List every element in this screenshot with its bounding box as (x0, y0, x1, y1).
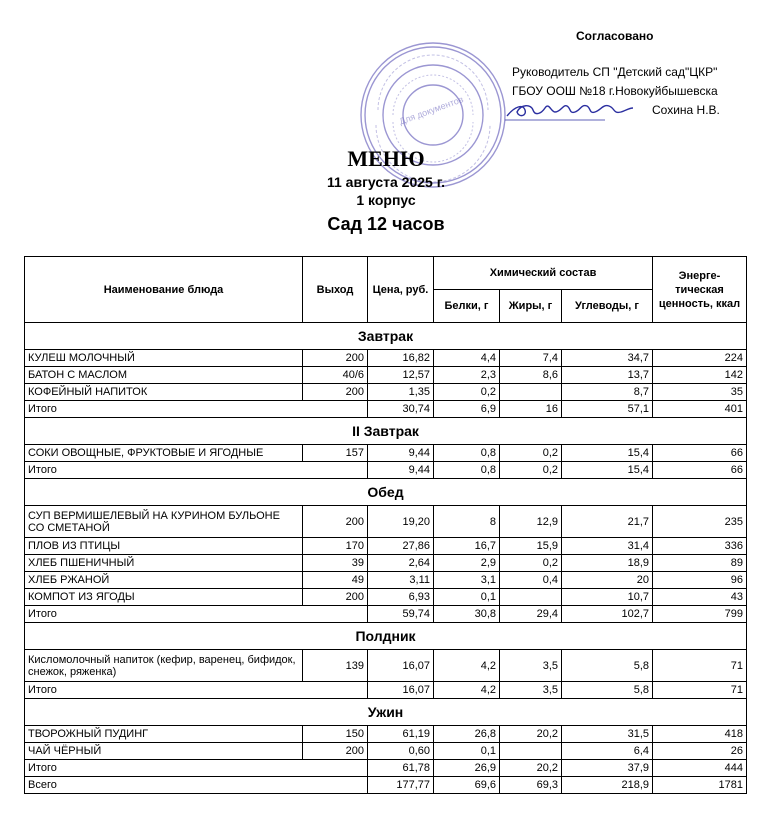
cell-price: 0,60 (368, 743, 434, 760)
approval-line-1: Руководитель СП "Детский сад"ЦКР" (512, 65, 718, 79)
subtotal-label: Итого (25, 760, 368, 777)
dish-name: БАТОН С МАСЛОМ (25, 367, 303, 384)
subtotal-carbs: 5,8 (562, 682, 653, 699)
subtotal-energy: 401 (653, 401, 747, 418)
cell-fat: 0,4 (500, 572, 562, 589)
cell-price: 27,86 (368, 538, 434, 555)
subtotal-fat: 0,2 (500, 462, 562, 479)
cell-energy: 235 (653, 506, 747, 538)
section-title: Полдник (25, 623, 747, 650)
approval-line-2: ГБОУ ООШ №18 г.Новокуйбышевска (512, 84, 718, 98)
subtotal-label: Итого (25, 682, 368, 699)
menu-group: Сад 12 часов (327, 214, 445, 234)
section-row (25, 699, 747, 726)
cell-protein: 8 (434, 506, 500, 538)
cell-price: 2,64 (368, 555, 434, 572)
col-energy-header: Энерге-тическая ценность, ккал (653, 257, 747, 323)
col-carbs-header: Углеводы, г (562, 290, 653, 323)
cell-carbs: 5,8 (562, 650, 653, 682)
cell-fat: 3,5 (500, 650, 562, 682)
menu-building: 1 корпус (356, 192, 416, 208)
table-row (25, 726, 747, 743)
col-protein-header: Белки, г (434, 290, 500, 323)
cell-protein: 0,2 (434, 384, 500, 401)
cell-energy: 35 (653, 384, 747, 401)
table-row (25, 506, 747, 538)
menu-table (24, 256, 747, 794)
subtotal-label: Итого (25, 401, 368, 418)
table-row (25, 572, 747, 589)
cell-protein: 16,7 (434, 538, 500, 555)
cell-energy: 71 (653, 650, 747, 682)
dish-name: ПЛОВ ИЗ ПТИЦЫ (25, 538, 303, 555)
col-price-header: Цена, руб. (368, 257, 434, 323)
dish-name: Кисломолочный напиток (кефир, варенец, бифидок, снежок, ряженка) (25, 650, 303, 682)
cell-price: 6,93 (368, 589, 434, 606)
cell-carbs: 34,7 (562, 350, 653, 367)
cell-price: 19,20 (368, 506, 434, 538)
cell-output: 150 (303, 726, 368, 743)
table-row (25, 445, 747, 462)
cell-fat (500, 743, 562, 760)
subtotal-row (25, 401, 747, 418)
cell-price: 1,35 (368, 384, 434, 401)
grand-total-price: 177,77 (368, 777, 434, 794)
subtotal-energy: 444 (653, 760, 747, 777)
cell-carbs: 21,7 (562, 506, 653, 538)
subtotal-price: 30,74 (368, 401, 434, 418)
subtotal-energy: 66 (653, 462, 747, 479)
cell-protein: 2,3 (434, 367, 500, 384)
dish-name: КУЛЕШ МОЛОЧНЫЙ (25, 350, 303, 367)
subtotal-carbs: 102,7 (562, 606, 653, 623)
menu-date: 11 августа 2025 г. (326, 174, 446, 190)
subtotal-price: 9,44 (368, 462, 434, 479)
section-title: Ужин (25, 699, 747, 726)
section-title: Завтрак (25, 323, 747, 350)
col-chem-header: Химический состав (434, 257, 653, 290)
cell-fat: 15,9 (500, 538, 562, 555)
cell-output: 200 (303, 589, 368, 606)
table-row (25, 367, 747, 384)
subtotal-row (25, 462, 747, 479)
cell-price: 3,11 (368, 572, 434, 589)
cell-protein: 0,1 (434, 743, 500, 760)
dish-name: СУП ВЕРМИШЕЛЕВЫЙ НА КУРИНОМ БУЛЬОНЕ СО СМЕТАНОЙ (25, 506, 303, 538)
section-row (25, 623, 747, 650)
cell-price: 61,19 (368, 726, 434, 743)
cell-price: 12,57 (368, 367, 434, 384)
cell-carbs: 6,4 (562, 743, 653, 760)
col-dish-header: Наименование блюда (25, 257, 303, 323)
subtotal-energy: 71 (653, 682, 747, 699)
cell-protein: 0,8 (434, 445, 500, 462)
dish-name: КОМПОТ ИЗ ЯГОДЫ (25, 589, 303, 606)
approval-heading: Согласовано (576, 29, 654, 43)
subtotal-fat: 20,2 (500, 760, 562, 777)
cell-carbs: 13,7 (562, 367, 653, 384)
cell-fat: 20,2 (500, 726, 562, 743)
section-title: II Завтрак (25, 418, 747, 445)
grand-total-energy: 1781 (653, 777, 747, 794)
subtotal-label: Итого (25, 462, 368, 479)
cell-protein: 26,8 (434, 726, 500, 743)
subtotal-fat: 29,4 (500, 606, 562, 623)
subtotal-label: Итого (25, 606, 368, 623)
grand-total-label: Всего (25, 777, 368, 794)
subtotal-price: 16,07 (368, 682, 434, 699)
table-row (25, 538, 747, 555)
cell-protein: 3,1 (434, 572, 500, 589)
cell-protein: 2,9 (434, 555, 500, 572)
cell-energy: 418 (653, 726, 747, 743)
cell-fat: 12,9 (500, 506, 562, 538)
grand-total-fat: 69,3 (500, 777, 562, 794)
table-row (25, 384, 747, 401)
cell-output: 40/6 (303, 367, 368, 384)
cell-protein: 4,2 (434, 650, 500, 682)
subtotal-fat: 3,5 (500, 682, 562, 699)
section-row (25, 418, 747, 445)
stamp-center-text: Для документов (397, 94, 465, 127)
cell-energy: 26 (653, 743, 747, 760)
table-row (25, 650, 747, 682)
cell-energy: 142 (653, 367, 747, 384)
table-row (25, 350, 747, 367)
subtotal-protein: 0,8 (434, 462, 500, 479)
dish-name: ЧАЙ ЧЁРНЫЙ (25, 743, 303, 760)
grand-total-row (25, 777, 747, 794)
cell-price: 16,07 (368, 650, 434, 682)
subtotal-row (25, 682, 747, 699)
cell-carbs: 31,5 (562, 726, 653, 743)
cell-energy: 89 (653, 555, 747, 572)
menu-body (25, 323, 747, 794)
subtotal-price: 59,74 (368, 606, 434, 623)
cell-fat: 7,4 (500, 350, 562, 367)
section-row (25, 323, 747, 350)
cell-carbs: 18,9 (562, 555, 653, 572)
cell-carbs: 31,4 (562, 538, 653, 555)
cell-output: 170 (303, 538, 368, 555)
subtotal-fat: 16 (500, 401, 562, 418)
table-row (25, 743, 747, 760)
subtotal-protein: 6,9 (434, 401, 500, 418)
cell-carbs: 10,7 (562, 589, 653, 606)
subtotal-price: 61,78 (368, 760, 434, 777)
subtotal-protein: 26,9 (434, 760, 500, 777)
cell-output: 200 (303, 350, 368, 367)
dish-name: ХЛЕБ РЖАНОЙ (25, 572, 303, 589)
col-output-header: Выход (303, 257, 368, 323)
approval-signatory: Сохина Н.В. (652, 103, 720, 117)
cell-fat: 0,2 (500, 445, 562, 462)
table-row (25, 589, 747, 606)
cell-fat: 8,6 (500, 367, 562, 384)
cell-energy: 43 (653, 589, 747, 606)
cell-energy: 224 (653, 350, 747, 367)
cell-output: 200 (303, 506, 368, 538)
cell-fat: 0,2 (500, 555, 562, 572)
cell-carbs: 15,4 (562, 445, 653, 462)
cell-energy: 66 (653, 445, 747, 462)
subtotal-row (25, 760, 747, 777)
table-row (25, 555, 747, 572)
grand-total-carbs: 218,9 (562, 777, 653, 794)
dish-name: ХЛЕБ ПШЕНИЧНЫЙ (25, 555, 303, 572)
cell-output: 39 (303, 555, 368, 572)
cell-fat (500, 384, 562, 401)
cell-price: 9,44 (368, 445, 434, 462)
dish-name: ТВОРОЖНЫЙ ПУДИНГ (25, 726, 303, 743)
subtotal-energy: 799 (653, 606, 747, 623)
dish-name: КОФЕЙНЫЙ НАПИТОК (25, 384, 303, 401)
cell-output: 200 (303, 384, 368, 401)
section-title: Обед (25, 479, 747, 506)
cell-protein: 0,1 (434, 589, 500, 606)
cell-protein: 4,4 (434, 350, 500, 367)
subtotal-row (25, 606, 747, 623)
subtotal-protein: 30,8 (434, 606, 500, 623)
col-fat-header: Жиры, г (500, 290, 562, 323)
cell-output: 139 (303, 650, 368, 682)
cell-carbs: 8,7 (562, 384, 653, 401)
cell-output: 49 (303, 572, 368, 589)
page-title: МЕНЮ (347, 146, 425, 171)
grand-total-protein: 69,6 (434, 777, 500, 794)
cell-energy: 96 (653, 572, 747, 589)
subtotal-carbs: 57,1 (562, 401, 653, 418)
cell-output: 157 (303, 445, 368, 462)
subtotal-carbs: 37,9 (562, 760, 653, 777)
cell-fat (500, 589, 562, 606)
cell-carbs: 20 (562, 572, 653, 589)
handwritten-signature (505, 94, 635, 124)
cell-energy: 336 (653, 538, 747, 555)
dish-name: СОКИ ОВОЩНЫЕ, ФРУКТОВЫЕ И ЯГОДНЫЕ (25, 445, 303, 462)
section-row (25, 479, 747, 506)
cell-price: 16,82 (368, 350, 434, 367)
cell-output: 200 (303, 743, 368, 760)
subtotal-carbs: 15,4 (562, 462, 653, 479)
subtotal-protein: 4,2 (434, 682, 500, 699)
